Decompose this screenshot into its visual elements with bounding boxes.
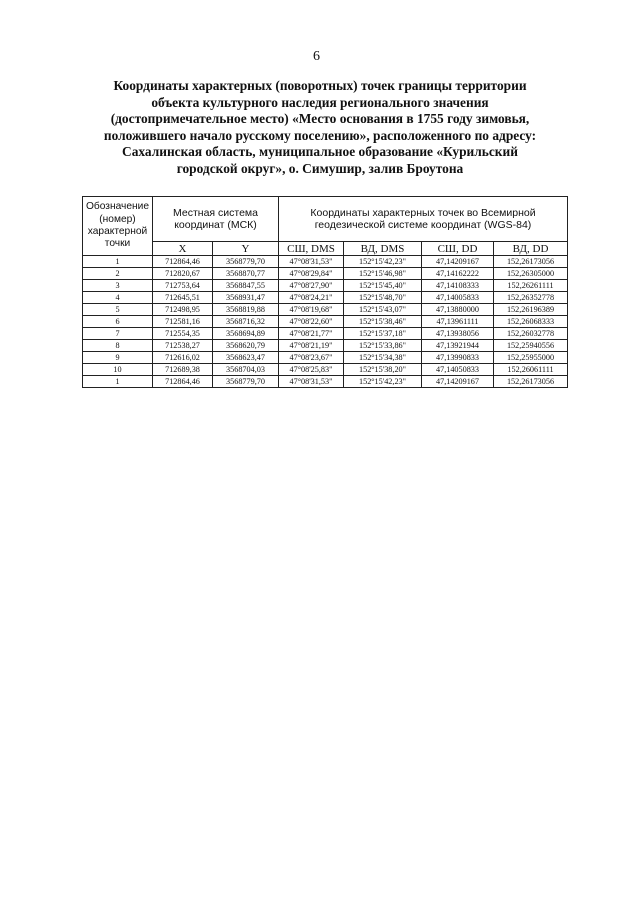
header-point-id: Обозначение (номер) характерной точки (83, 197, 153, 256)
lat-dms-cell: 47°08'31,53" (279, 256, 344, 268)
lon-dms-cell: 152°15'42,23" (344, 376, 422, 388)
table-row (83, 340, 568, 352)
title-line: Координаты характерных (поворотных) точек границы территории (113, 78, 527, 93)
msk-x-cell: 712645,51 (153, 292, 213, 304)
table-row (83, 304, 568, 316)
point-number-cell: 10 (83, 364, 153, 376)
header-y: Y (213, 242, 279, 256)
point-number-cell: 8 (83, 340, 153, 352)
msk-y-cell: 3568716,32 (213, 316, 279, 328)
lon-dd-cell: 152,26261111 (494, 280, 568, 292)
table-row (83, 256, 568, 268)
msk-x-cell: 712616,02 (153, 352, 213, 364)
lat-dd-cell: 47,14050833 (422, 364, 494, 376)
coordinates-table (82, 196, 568, 388)
msk-x-cell: 712554,35 (153, 328, 213, 340)
lon-dms-cell: 152°15'38,20" (344, 364, 422, 376)
lon-dms-cell: 152°15'48,70" (344, 292, 422, 304)
lat-dd-cell: 47,13880000 (422, 304, 494, 316)
table-body (83, 256, 568, 388)
table-subheader-row (83, 242, 568, 256)
lon-dms-cell: 152°15'34,38" (344, 352, 422, 364)
table-row (83, 352, 568, 364)
lat-dd-cell: 47,14209167 (422, 376, 494, 388)
lon-dms-cell: 152°15'45,40" (344, 280, 422, 292)
lat-dms-cell: 47°08'27,90" (279, 280, 344, 292)
msk-y-cell: 3568704,03 (213, 364, 279, 376)
header-wgs84: Координаты характерных точек во Всемирной геодезической системе координат (WGS-84) (279, 197, 568, 242)
lon-dd-cell: 152,26068333 (494, 316, 568, 328)
msk-x-cell: 712864,46 (153, 256, 213, 268)
title-line: положившего начало русскому поселению», расположенного по адресу: (103, 127, 537, 143)
lat-dms-cell: 47°08'21,19" (279, 340, 344, 352)
lat-dms-cell: 47°08'22,60" (279, 316, 344, 328)
lat-dd-cell: 47,13921944 (422, 340, 494, 352)
msk-x-cell: 712689,38 (153, 364, 213, 376)
lat-dd-cell: 47,14108333 (422, 280, 494, 292)
msk-y-cell: 3568931,47 (213, 292, 279, 304)
lon-dd-cell: 152,25940556 (494, 340, 568, 352)
lon-dms-cell: 152°15'43,07" (344, 304, 422, 316)
title-line: (достопримечательное место) «Место основания в 1755 году зимовья, (110, 111, 530, 127)
msk-x-cell: 712820,67 (153, 268, 213, 280)
msk-y-cell: 3568694,89 (213, 328, 279, 340)
msk-y-cell: 3568819,88 (213, 304, 279, 316)
lon-dms-cell: 152°15'38,46" (344, 316, 422, 328)
msk-y-cell: 3568623,47 (213, 352, 279, 364)
document-title (70, 78, 570, 178)
msk-y-cell: 3568870,77 (213, 268, 279, 280)
point-number-cell: 9 (83, 352, 153, 364)
lat-dms-cell: 47°08'25,83" (279, 364, 344, 376)
table-row (83, 376, 568, 388)
lon-dd-cell: 152,26032778 (494, 328, 568, 340)
title-line: городской округ», о. Симушир, залив Броутона (176, 160, 464, 176)
msk-y-cell: 3568620,79 (213, 340, 279, 352)
header-msk: Местная система координат (МСК) (153, 197, 279, 242)
lon-dd-cell: 152,26173056 (494, 256, 568, 268)
lon-dms-cell: 152°15'37,18" (344, 328, 422, 340)
page-number: 6 (313, 49, 320, 64)
msk-y-cell: 3568779,70 (213, 256, 279, 268)
point-number-cell: 3 (83, 280, 153, 292)
lat-dd-cell: 47,13961111 (422, 316, 494, 328)
lon-dd-cell: 152,26173056 (494, 376, 568, 388)
lon-dd-cell: 152,26061111 (494, 364, 568, 376)
title-line: Сахалинская область, муниципальное образование «Курильский (122, 144, 518, 160)
table-row (83, 328, 568, 340)
title-line: объекта культурного наследия регионального значения (151, 94, 489, 110)
lat-dd-cell: 47,14209167 (422, 256, 494, 268)
header-lon-dd: ВД, DD (494, 242, 568, 256)
lon-dd-cell: 152,26352778 (494, 292, 568, 304)
lon-dd-cell: 152,25955000 (494, 352, 568, 364)
lat-dms-cell: 47°08'19,68" (279, 304, 344, 316)
lat-dms-cell: 47°08'29,84" (279, 268, 344, 280)
table-row (83, 316, 568, 328)
lon-dms-cell: 152°15'42,23" (344, 256, 422, 268)
header-x: X (153, 242, 213, 256)
table-row (83, 292, 568, 304)
table-row (83, 280, 568, 292)
point-number-cell: 4 (83, 292, 153, 304)
header-lat-dd: СШ, DD (422, 242, 494, 256)
header-lat-dms: СШ, DMS (279, 242, 344, 256)
msk-x-cell: 712538,27 (153, 340, 213, 352)
lat-dms-cell: 47°08'24,21" (279, 292, 344, 304)
lat-dms-cell: 47°08'23,67" (279, 352, 344, 364)
lat-dms-cell: 47°08'21,77" (279, 328, 344, 340)
lat-dd-cell: 47,14162222 (422, 268, 494, 280)
point-number-cell: 5 (83, 304, 153, 316)
table-header-row (83, 197, 568, 242)
msk-x-cell: 712864,46 (153, 376, 213, 388)
point-number-cell: 1 (83, 256, 153, 268)
lon-dd-cell: 152,26305000 (494, 268, 568, 280)
point-number-cell: 1 (83, 376, 153, 388)
lon-dd-cell: 152,26196389 (494, 304, 568, 316)
point-number-cell: 7 (83, 328, 153, 340)
lat-dd-cell: 47,13990833 (422, 352, 494, 364)
msk-x-cell: 712498,95 (153, 304, 213, 316)
lat-dd-cell: 47,14005833 (422, 292, 494, 304)
lat-dms-cell: 47°08'31,53" (279, 376, 344, 388)
msk-y-cell: 3568847,55 (213, 280, 279, 292)
lon-dms-cell: 152°15'33,86" (344, 340, 422, 352)
point-number-cell: 6 (83, 316, 153, 328)
table-row (83, 364, 568, 376)
point-number-cell: 2 (83, 268, 153, 280)
msk-x-cell: 712581,16 (153, 316, 213, 328)
msk-x-cell: 712753,64 (153, 280, 213, 292)
header-lon-dms: ВД, DMS (344, 242, 422, 256)
msk-y-cell: 3568779,70 (213, 376, 279, 388)
lon-dms-cell: 152°15'46,98" (344, 268, 422, 280)
table-row (83, 268, 568, 280)
lat-dd-cell: 47,13938056 (422, 328, 494, 340)
